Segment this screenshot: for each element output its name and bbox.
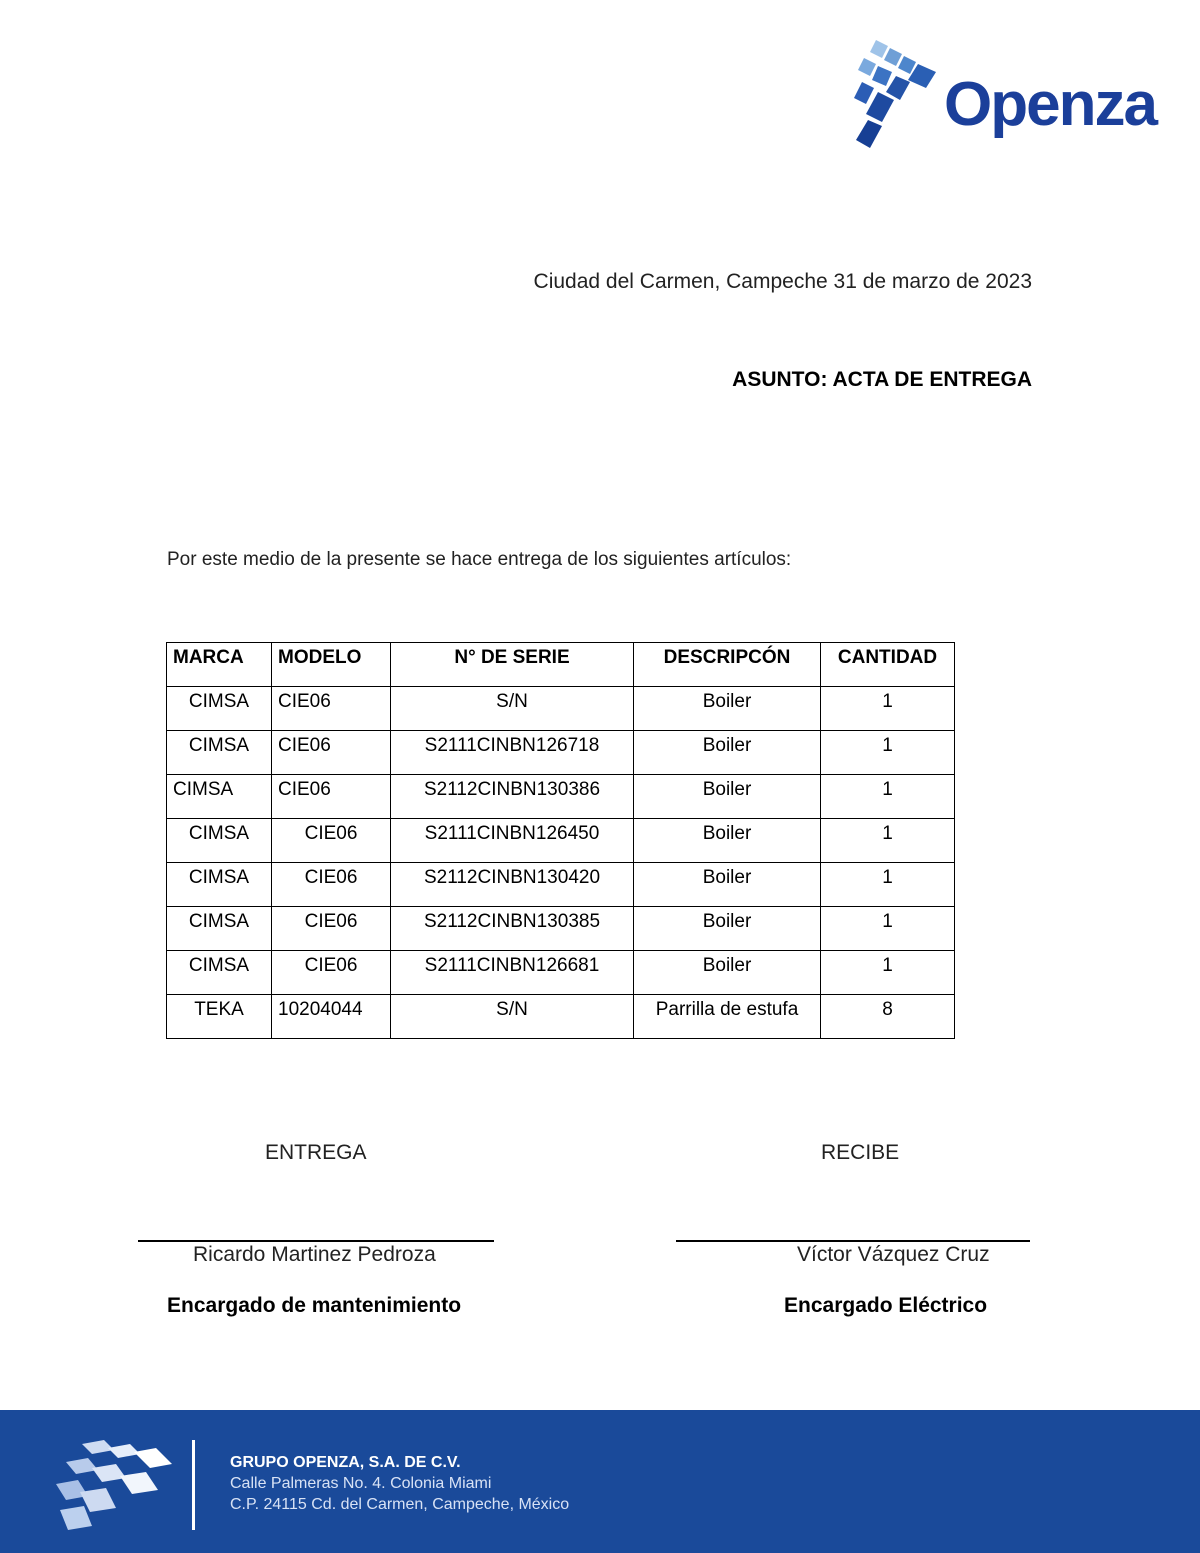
cell-modelo: CIE06 [272,951,391,995]
cell-descripcion: Boiler [634,731,821,775]
right-signature-line [676,1240,1030,1242]
brand-wordmark: Openza [944,70,1156,139]
cell-serie: S/N [391,687,634,731]
cell-marca: CIMSA [167,775,272,819]
table-row [167,687,955,731]
table-row [167,951,955,995]
cell-serie: S2111CINBN126681 [391,951,634,995]
cell-serie: S/N [391,995,634,1039]
right-signer-name: Víctor Vázquez Cruz [797,1243,990,1266]
cell-modelo: CIE06 [272,907,391,951]
cell-marca: CIMSA [167,819,272,863]
cell-marca: TEKA [167,995,272,1039]
cell-cantidad: 1 [821,775,955,819]
openza-mark-icon [848,36,948,156]
cell-marca: CIMSA [167,951,272,995]
cell-serie: S2112CINBN130420 [391,863,634,907]
table-row [167,863,955,907]
footer-logo-icon [52,1438,182,1538]
cell-marca: CIMSA [167,907,272,951]
cell-cantidad: 1 [821,907,955,951]
footer-address-line1: Calle Palmeras No. 4. Colonia Miami [230,1475,492,1492]
table-row [167,995,955,1039]
entrega-heading: ENTREGA [265,1141,367,1164]
cell-cantidad: 8 [821,995,955,1039]
cell-descripcion: Boiler [634,687,821,731]
cell-modelo: CIE06 [272,687,391,731]
cell-serie: S2112CINBN130385 [391,907,634,951]
right-signer-role: Encargado Eléctrico [784,1294,988,1317]
left-signer-role: Encargado de mantenimiento [167,1294,462,1317]
table-row [167,907,955,951]
cell-descripcion: Boiler [634,951,821,995]
cell-cantidad: 1 [821,951,955,995]
cell-cantidad: 1 [821,863,955,907]
left-signer-name: Ricardo Martinez Pedroza [193,1243,436,1266]
cell-modelo: CIE06 [272,775,391,819]
table-row [167,819,955,863]
header-descripcion: DESCRIPCÓN [634,643,821,687]
cell-serie: S2111CINBN126450 [391,819,634,863]
cell-marca: CIMSA [167,687,272,731]
items-table [166,642,955,1039]
cell-descripcion: Boiler [634,907,821,951]
footer-band [0,1410,1200,1553]
header-modelo: MODELO [272,643,391,687]
cell-marca: CIMSA [167,731,272,775]
footer-address-block [230,1452,569,1515]
footer-address-line2: C.P. 24115 Cd. del Carmen, Campeche, México [230,1496,570,1513]
cell-serie: S2112CINBN130386 [391,775,634,819]
header-marca: MARCA [167,643,272,687]
cell-descripcion: Boiler [634,863,821,907]
cell-cantidad: 1 [821,687,955,731]
cell-descripcion: Parrilla de estufa [634,995,821,1039]
intro-paragraph: Por este medio de la presente se hace entrega de los siguientes artículos: [167,549,792,570]
cell-modelo: CIE06 [272,819,391,863]
openza-logo [848,36,1156,156]
cell-descripcion: Boiler [634,775,821,819]
subject-line: ASUNTO: ACTA DE ENTREGA [732,368,1032,391]
date-line: Ciudad del Carmen, Campeche 31 de marzo de 2023 [533,270,1032,293]
footer-company: GRUPO OPENZA, S.A. DE C.V. [230,1454,461,1471]
cell-descripcion: Boiler [634,819,821,863]
table-row [167,731,955,775]
table-row [167,775,955,819]
header-cantidad: CANTIDAD [821,643,955,687]
footer-divider [192,1440,195,1530]
cell-modelo: CIE06 [272,731,391,775]
cell-modelo: CIE06 [272,863,391,907]
recibe-heading: RECIBE [821,1141,900,1164]
cell-cantidad: 1 [821,819,955,863]
cell-modelo: 10204044 [272,995,391,1039]
left-signature-line [138,1240,494,1242]
table-header-row [167,643,955,687]
cell-serie: S2111CINBN126718 [391,731,634,775]
cell-cantidad: 1 [821,731,955,775]
header-serie: N° DE SERIE [391,643,634,687]
cell-marca: CIMSA [167,863,272,907]
